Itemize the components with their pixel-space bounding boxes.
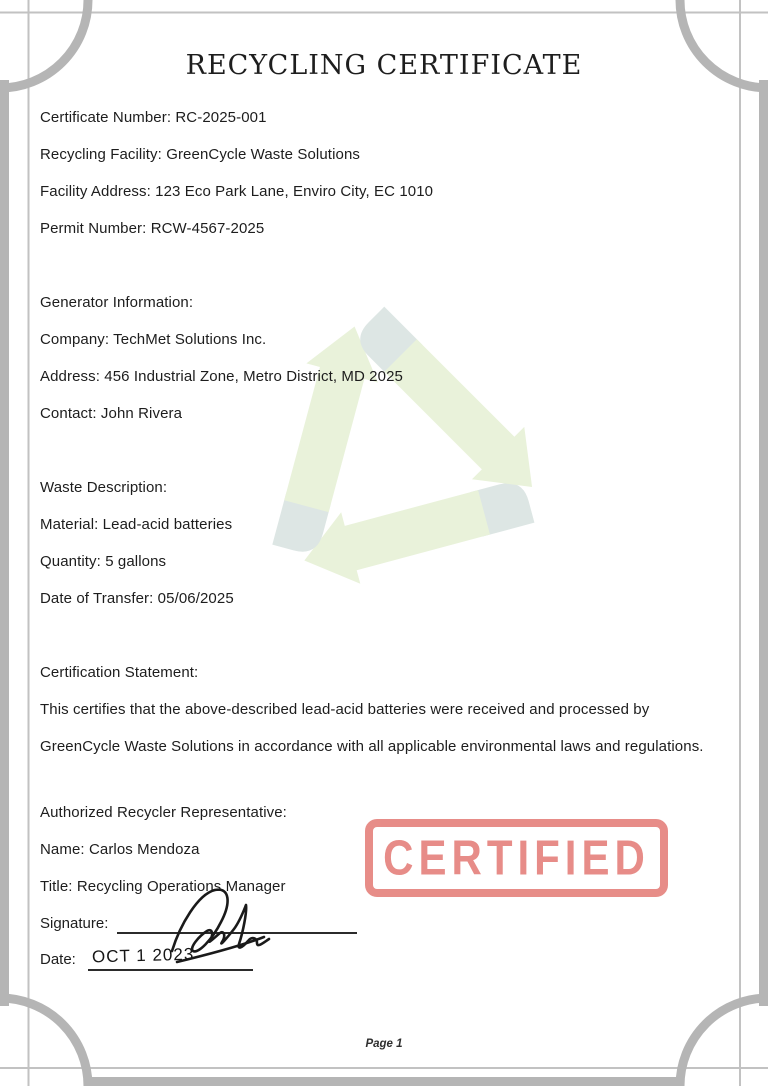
material-line: Material: Lead-acid batteries — [40, 516, 233, 533]
signature-label: Signature: — [40, 915, 109, 932]
page-title: RECYCLING CERTIFICATE — [185, 50, 583, 81]
waste-description-heading: Waste Description: — [40, 479, 168, 496]
company-line: Company: TechMet Solutions Inc. — [40, 331, 267, 348]
contact-line: Contact: John Rivera — [40, 405, 183, 422]
signature-scribble — [155, 880, 285, 972]
date-stamp-text: OCT 1 2023 — [91, 944, 195, 967]
generator-info-section — [40, 284, 730, 432]
representative-title-line: Title: Recycling Operations Manager — [40, 878, 286, 895]
permit-number-line: Permit Number: RCW-4567-2025 — [40, 220, 265, 237]
waste-description-section — [40, 469, 730, 617]
recycling-facility-line: Recycling Facility: GreenCycle Waste Solutions — [40, 146, 360, 163]
certification-statement-section — [40, 654, 730, 765]
certified-stamp-label: CERTIFIED — [383, 829, 650, 886]
certification-statement-line1: This certifies that the above-described lead-acid batteries were received and processed by — [40, 701, 650, 718]
facility-info-section — [40, 99, 730, 247]
date-of-transfer-line: Date of Transfer: 05/06/2025 — [40, 590, 234, 607]
certified-stamp — [365, 819, 668, 897]
representative-heading: Authorized Recycler Representative: — [40, 804, 287, 821]
certificate-number-line: Certificate Number: RC-2025-001 — [40, 109, 267, 126]
page-number-footer: Page 1 — [365, 1038, 403, 1050]
representative-name-line: Name: Carlos Mendoza — [40, 841, 200, 858]
certification-statement-heading: Certification Statement: — [40, 664, 199, 681]
generator-info-heading: Generator Information: — [40, 294, 194, 311]
facility-address-line: Facility Address: 123 Eco Park Lane, Enviro City, EC 1010 — [40, 183, 434, 200]
date-label: Date: — [40, 951, 76, 968]
generator-address-line: Address: 456 Industrial Zone, Metro District, MD 2025 — [40, 368, 403, 385]
quantity-line: Quantity: 5 gallons — [40, 553, 167, 570]
certification-statement-line2: GreenCycle Waste Solutions in accordance with all applicable environmental laws and regulations. — [40, 738, 704, 755]
